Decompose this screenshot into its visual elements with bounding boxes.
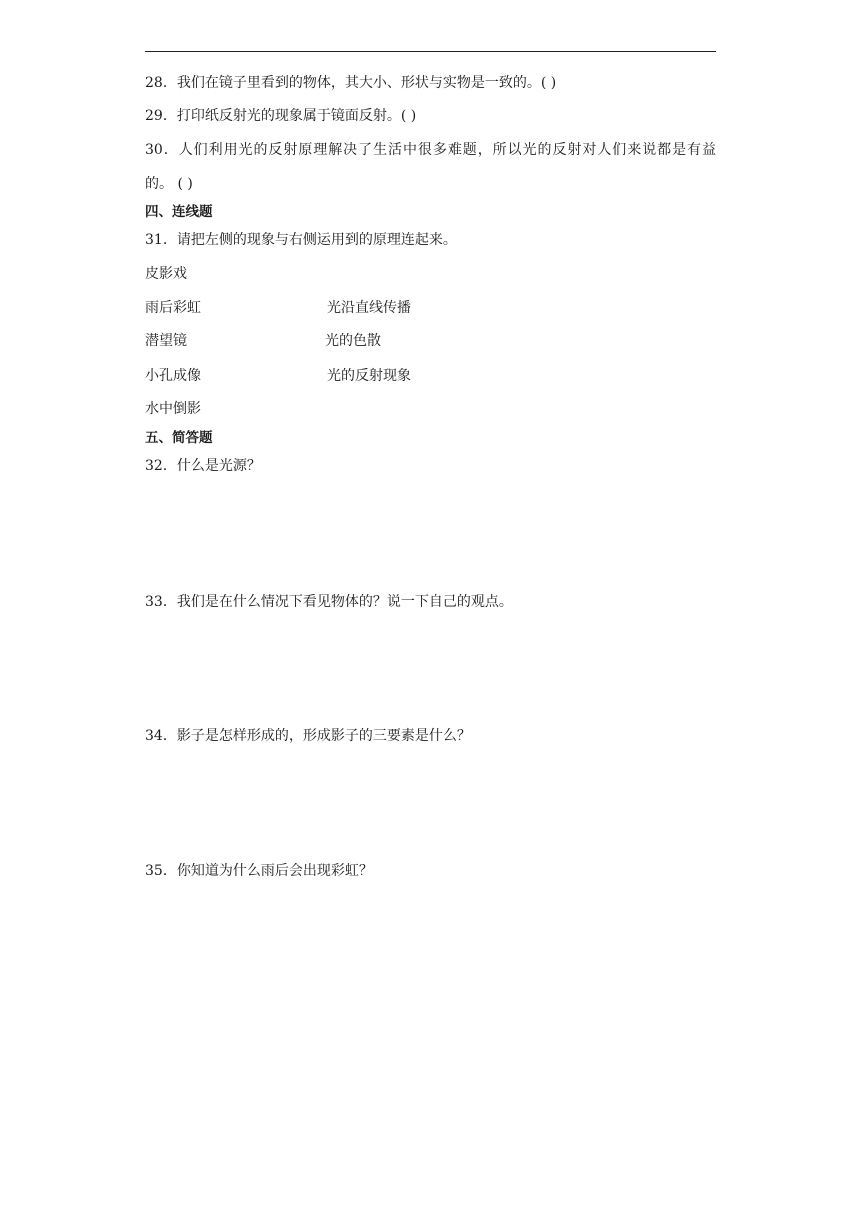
question-34: 34．影子是怎样形成的，形成影子的三要素是什么？ xyxy=(145,728,471,744)
left-item-pinhole: 小孔成像 xyxy=(145,368,201,384)
question-31: 31．请把左侧的现象与右侧运用到的原理连起来。 xyxy=(145,232,457,248)
left-item-rainbow: 雨后彩虹 xyxy=(145,300,201,316)
right-item-reflection: 光的反射现象 xyxy=(327,368,411,384)
question-30-line-1: 30．人们利用光的反射原理解决了生活中很多难题，所以光的反射对人们来说都是有益 xyxy=(145,142,716,158)
section-5-heading: 五、简答题 xyxy=(145,430,213,446)
question-29: 29．打印纸反射光的现象属于镜面反射。( ) xyxy=(145,108,417,124)
question-33: 33．我们是在什么情况下看见物体的？说一下自己的观点。 xyxy=(145,594,513,610)
left-item-reflection-in-water: 水中倒影 xyxy=(145,401,201,417)
question-32: 32．什么是光源？ xyxy=(145,458,261,474)
left-item-shadow-play: 皮影戏 xyxy=(145,266,187,282)
question-30-line-2: 的。 ( ) xyxy=(145,176,193,192)
question-35: 35．你知道为什么雨后会出现彩虹？ xyxy=(145,863,373,879)
right-item-straight-line: 光沿直线传播 xyxy=(327,300,411,316)
question-28: 28．我们在镜子里看到的物体，其大小、形状与实物是一致的。( ) xyxy=(145,75,557,91)
header-divider xyxy=(145,51,716,52)
left-item-periscope: 潜望镜 xyxy=(145,333,187,349)
right-item-dispersion: 光的色散 xyxy=(325,333,381,349)
section-4-heading: 四、连线题 xyxy=(145,204,213,220)
